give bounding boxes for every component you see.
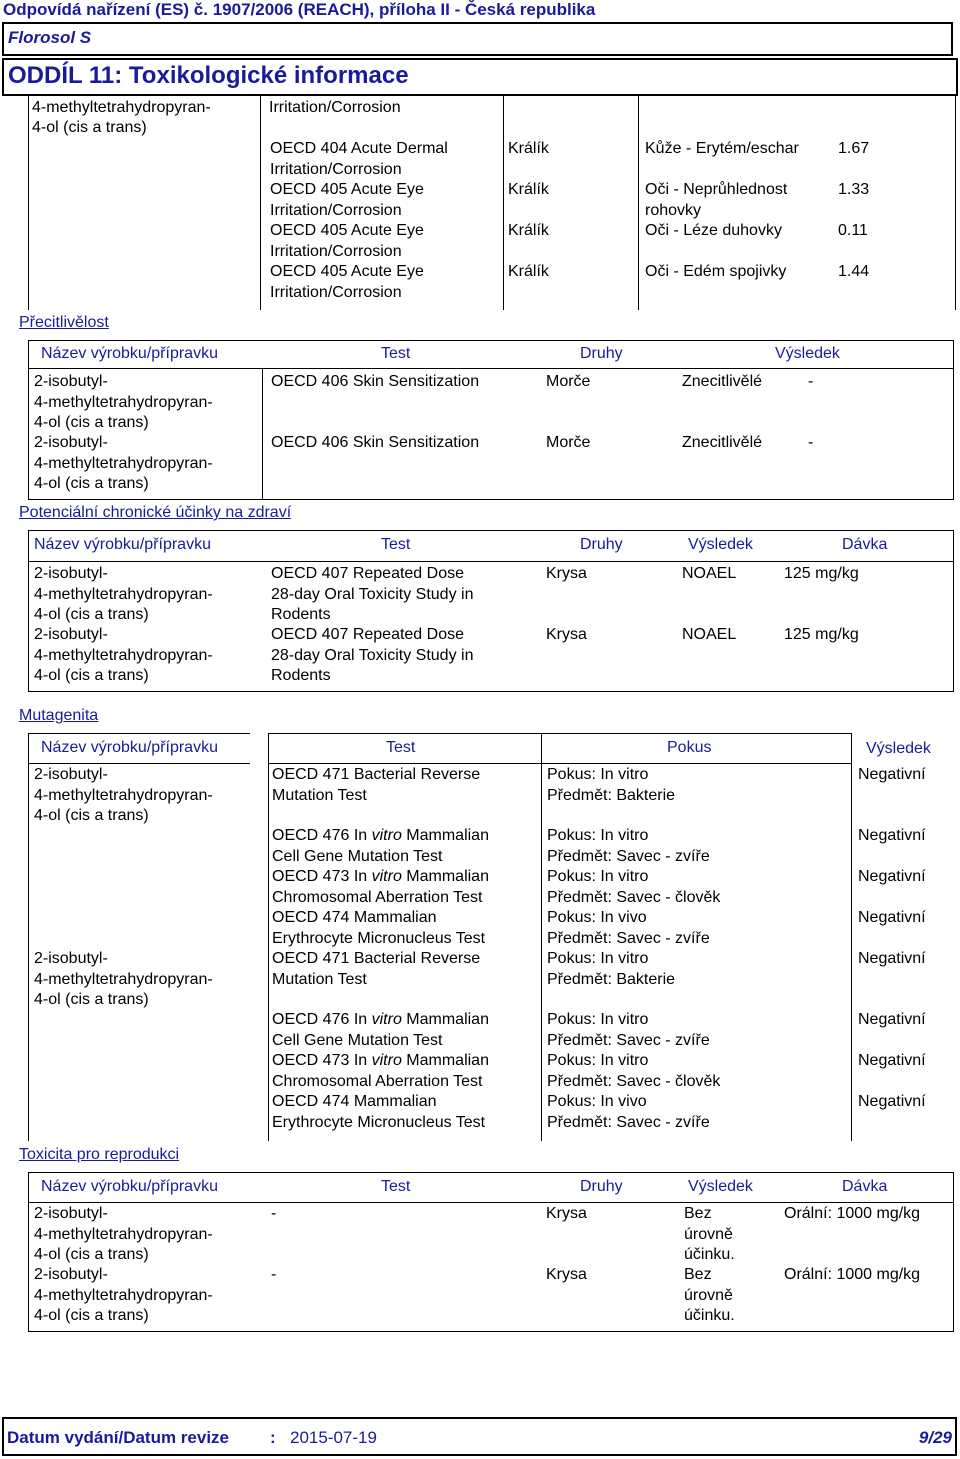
chronic-product: 2-isobutyl-: [34, 626, 108, 643]
mutagenicity-test-part: OECD 473 In: [272, 868, 372, 885]
chronic-result: NOAEL: [682, 626, 737, 643]
mutagenicity-subject: Předmět: Savec - člověk: [547, 888, 721, 906]
chronic-header-species: Druhy: [580, 536, 623, 553]
mutagenicity-test-italic: vitro: [371, 827, 402, 844]
mutagenicity-test: Cell Gene Mutation Test: [272, 847, 443, 865]
chronic-header-product: Název výrobku/přípravku: [34, 536, 211, 553]
mutagenicity-test-part: Mammalian: [401, 868, 489, 885]
footer-date-label: Datum vydání/Datum revize: [7, 1428, 230, 1447]
sensitization-species: Morče: [546, 434, 591, 451]
chronic-heading: Potenciální chronické účinky na zdraví: [19, 504, 292, 521]
reproduction-test: -: [271, 1266, 277, 1283]
reproduction-header-species: Druhy: [580, 1178, 623, 1195]
mutagenicity-test-part: OECD 476 In: [272, 1011, 372, 1028]
mutagenicity-product: 4-methyltetrahydropyran-: [34, 970, 213, 988]
regulation-header: Odpovídá nařízení (ES) č. 1907/2006 (REACH), příloha II - Česká republika: [3, 0, 596, 19]
mutagenicity-heading: Mutagenita: [19, 707, 99, 724]
chronic-test: Rodents: [271, 606, 331, 623]
irritation-species: Králík: [508, 222, 549, 239]
sensitization-test: OECD 406 Skin Sensitization: [271, 434, 480, 451]
reproduction-result: účinku.: [684, 1307, 735, 1324]
section-title: ODDÍL 11: Toxikologické informace: [8, 62, 409, 89]
mutagenicity-result: Negativní: [858, 868, 926, 885]
chronic-test: OECD 407 Repeated Dose: [271, 626, 464, 643]
mutagenicity-subject: Předmět: Savec - zvíře: [547, 847, 710, 865]
sensitization-product: 4-ol (cis a trans): [34, 414, 149, 431]
sensitization-product: 2-isobutyl-: [34, 373, 108, 390]
chronic-test: Rodents: [271, 667, 331, 684]
irritation-test: Irritation/Corrosion: [270, 283, 402, 301]
mutagenicity-product: 4-ol (cis a trans): [34, 991, 149, 1008]
mutagenicity-result: Negativní: [858, 1093, 926, 1110]
chronic-product: 4-methyltetrahydropyran-: [34, 585, 213, 603]
mutagenicity-test: [272, 949, 480, 970]
irritation-test: OECD 405 Acute Eye: [270, 263, 424, 280]
chronic-product: 4-ol (cis a trans): [34, 606, 149, 623]
chronic-result: NOAEL: [682, 565, 737, 582]
mutagenicity-test-part: OECD 474 Mammalian: [272, 1093, 437, 1110]
mutagenicity-test-part: OECD 476 In: [272, 827, 372, 844]
reproduction-heading: Toxicita pro reprodukci: [19, 1146, 180, 1163]
mutagenicity-test: Mutation Test: [272, 970, 367, 988]
sensitization-species: Morče: [546, 373, 591, 390]
irritation-test: Irritation/Corrosion: [270, 201, 402, 219]
mutagenicity-header-assay: Pokus: [667, 739, 712, 756]
sensitization-result: Znecitlivělé: [682, 373, 763, 390]
mutagenicity-test: [272, 826, 489, 847]
mutagenicity-result: Negativní: [858, 950, 926, 967]
mutagenicity-subject: Předmět: Bakterie: [547, 786, 676, 804]
irritation-test: Irritation/Corrosion: [270, 160, 402, 178]
mutagenicity-assay: Pokus: In vitro: [547, 766, 649, 783]
mutagenicity-test: [272, 1051, 489, 1072]
mutagenicity-header-result: Výsledek: [866, 740, 931, 757]
irritation-species: Králík: [508, 140, 549, 157]
chronic-dose: 125 mg/kg: [784, 626, 859, 643]
chronic-species: Krysa: [546, 565, 587, 582]
sensitization-product: 4-methyltetrahydropyran-: [34, 454, 213, 472]
footer-date: 2015-07-19: [290, 1428, 377, 1447]
sensitization-table: [28, 340, 954, 500]
sensitization-product: 2-isobutyl-: [34, 434, 108, 451]
sensitization-result: Znecitlivělé: [682, 434, 763, 451]
mutagenicity-test-italic: vitro: [371, 868, 402, 885]
mutagenicity-assay: Pokus: In vitro: [547, 1011, 649, 1028]
irritation-test: Irritation/Corrosion: [270, 242, 402, 260]
irritation-value: 1.67: [838, 140, 870, 157]
reproduction-product: 4-methyltetrahydropyran-: [34, 1286, 213, 1304]
mutagenicity-assay: Pokus: In vitro: [547, 950, 649, 967]
mutagenicity-assay: Pokus: In vivo: [547, 909, 647, 926]
irritation-value: 1.44: [838, 263, 870, 280]
mutagenicity-subject: Předmět: Savec - člověk: [547, 1072, 721, 1090]
irritation-species: Králík: [508, 263, 549, 280]
mutagenicity-subject: Předmět: Savec - zvíře: [547, 1113, 710, 1131]
sensitization-header-test: Test: [381, 345, 411, 362]
mutagenicity-assay: Pokus: In vitro: [547, 868, 649, 885]
mutagenicity-test: [272, 765, 480, 786]
mutagenicity-subject: Předmět: Savec - zvíře: [547, 1031, 710, 1049]
sensitization-test: OECD 406 Skin Sensitization: [271, 373, 480, 390]
mutagenicity-result: Negativní: [858, 1011, 926, 1028]
chronic-table: [28, 530, 954, 692]
reproduction-table: [28, 1172, 954, 1332]
irritation-result: rohovky: [645, 201, 702, 219]
sensitization-header-species: Druhy: [580, 345, 623, 362]
irritation-product-line: 4-ol (cis a trans): [32, 119, 147, 136]
mutagenicity-test-part: OECD 471 Bacterial Reverse: [272, 766, 481, 783]
mutagenicity-test-part: Mammalian: [401, 827, 489, 844]
mutagenicity-test: Mutation Test: [272, 786, 367, 804]
chronic-product: 2-isobutyl-: [34, 565, 108, 582]
chronic-species: Krysa: [546, 626, 587, 643]
chronic-test: 28-day Oral Toxicity Study in: [271, 585, 474, 603]
mutagenicity-assay: Pokus: In vitro: [547, 1052, 649, 1069]
irritation-value: 1.33: [838, 181, 870, 198]
reproduction-dose: Orální: 1000 mg/kg: [784, 1266, 921, 1283]
mutagenicity-test: [272, 1092, 437, 1113]
mutagenicity-test-part: OECD 473 In: [272, 1052, 372, 1069]
sensitization-dash: -: [808, 373, 814, 390]
reproduction-header-dose: Dávka: [842, 1178, 888, 1195]
irritation-result: Kůže - Erytém/eschar: [645, 140, 799, 157]
reproduction-species: Krysa: [546, 1205, 587, 1222]
mutagenicity-test: Chromosomal Aberration Test: [272, 888, 483, 906]
mutagenicity-assay: Pokus: In vivo: [547, 1093, 647, 1110]
reproduction-species: Krysa: [546, 1266, 587, 1283]
reproduction-result: účinku.: [684, 1246, 735, 1263]
chronic-header-dose: Dávka: [842, 536, 888, 553]
mutagenicity-test-part: Mammalian: [401, 1011, 489, 1028]
mutagenicity-test-italic: vitro: [371, 1011, 402, 1028]
reproduction-result: Bez: [684, 1266, 712, 1283]
mutagenicity-product: 4-methyltetrahydropyran-: [34, 786, 213, 804]
chronic-test: 28-day Oral Toxicity Study in: [271, 646, 474, 664]
chronic-header-result: Výsledek: [688, 536, 753, 553]
irritation-result: Oči - Edém spojivky: [645, 263, 787, 280]
sensitization-heading: Přecitlivělost: [19, 314, 109, 331]
mutagenicity-test-part: OECD 471 Bacterial Reverse: [272, 950, 481, 967]
chronic-dose: 125 mg/kg: [784, 565, 859, 582]
irritation-result: Oči - Léze duhovky: [645, 222, 782, 239]
page-number: 9/29: [918, 1428, 952, 1447]
mutagenicity-product: 4-ol (cis a trans): [34, 807, 149, 824]
chronic-header-test: Test: [381, 536, 411, 553]
mutagenicity-result: Negativní: [858, 827, 926, 844]
reproduction-dose: Orální: 1000 mg/kg: [784, 1205, 921, 1222]
irritation-test: Irritation/Corrosion: [269, 99, 401, 116]
mutagenicity-result: Negativní: [858, 909, 926, 926]
irritation-test: OECD 405 Acute Eye: [270, 181, 424, 198]
irritation-test: OECD 405 Acute Eye: [270, 222, 424, 239]
mutagenicity-test-italic: vitro: [371, 1052, 402, 1069]
sensitization-product: 4-methyltetrahydropyran-: [34, 393, 213, 411]
reproduction-result: Bez: [684, 1205, 712, 1222]
reproduction-result: úrovně: [684, 1286, 733, 1304]
product-name-box: [2, 22, 953, 56]
reproduction-result: úrovně: [684, 1225, 733, 1243]
mutagenicity-test: Erythrocyte Micronucleus Test: [272, 1113, 486, 1131]
irritation-value: 0.11: [838, 222, 868, 239]
mutagenicity-test: Erythrocyte Micronucleus Test: [272, 929, 486, 947]
mutagenicity-header-product: Název výrobku/přípravku: [41, 739, 218, 756]
chronic-product: 4-methyltetrahydropyran-: [34, 646, 213, 664]
sensitization-dash: -: [808, 434, 814, 451]
mutagenicity-test: [272, 1010, 489, 1031]
reproduction-product: 2-isobutyl-: [34, 1266, 108, 1283]
mutagenicity-result: Negativní: [858, 766, 926, 783]
mutagenicity-result: Negativní: [858, 1052, 926, 1069]
mutagenicity-product: 2-isobutyl-: [34, 950, 108, 967]
irritation-table: [28, 96, 958, 310]
product-name: Florosol S: [8, 28, 92, 47]
reproduction-product: 2-isobutyl-: [34, 1205, 108, 1222]
mutagenicity-test: Cell Gene Mutation Test: [272, 1031, 443, 1049]
sensitization-product: 4-ol (cis a trans): [34, 475, 149, 492]
irritation-product-line: 4-methyltetrahydropyran-: [32, 99, 211, 116]
mutagenicity-subject: Předmět: Bakterie: [547, 970, 676, 988]
irritation-result: Oči - Neprůhlednost: [645, 181, 788, 198]
sensitization-header-result: Výsledek: [775, 345, 840, 362]
reproduction-product: 4-ol (cis a trans): [34, 1307, 149, 1324]
mutagenicity-test: Chromosomal Aberration Test: [272, 1072, 483, 1090]
sensitization-header-product: Název výrobku/přípravku: [41, 345, 218, 362]
mutagenicity-assay: Pokus: In vitro: [547, 827, 649, 844]
reproduction-header-test: Test: [381, 1178, 411, 1195]
mutagenicity-test: [272, 867, 489, 888]
reproduction-test: -: [271, 1205, 277, 1222]
mutagenicity-product: 2-isobutyl-: [34, 766, 108, 783]
reproduction-product: 4-ol (cis a trans): [34, 1246, 149, 1263]
irritation-test: OECD 404 Acute Dermal: [270, 140, 448, 157]
reproduction-product: 4-methyltetrahydropyran-: [34, 1225, 213, 1243]
mutagenicity-subject: Předmět: Savec - zvíře: [547, 929, 710, 947]
chronic-product: 4-ol (cis a trans): [34, 667, 149, 684]
footer-colon: :: [270, 1428, 276, 1447]
mutagenicity-test-part: OECD 474 Mammalian: [272, 909, 437, 926]
reproduction-header-product: Název výrobku/přípravku: [41, 1178, 218, 1195]
mutagenicity-header-test: Test: [386, 739, 416, 756]
mutagenicity-test: [272, 908, 437, 929]
chronic-test: OECD 407 Repeated Dose: [271, 565, 464, 582]
mutagenicity-test-part: Mammalian: [401, 1052, 489, 1069]
irritation-species: Králík: [508, 181, 549, 198]
reproduction-header-result: Výsledek: [688, 1178, 753, 1195]
